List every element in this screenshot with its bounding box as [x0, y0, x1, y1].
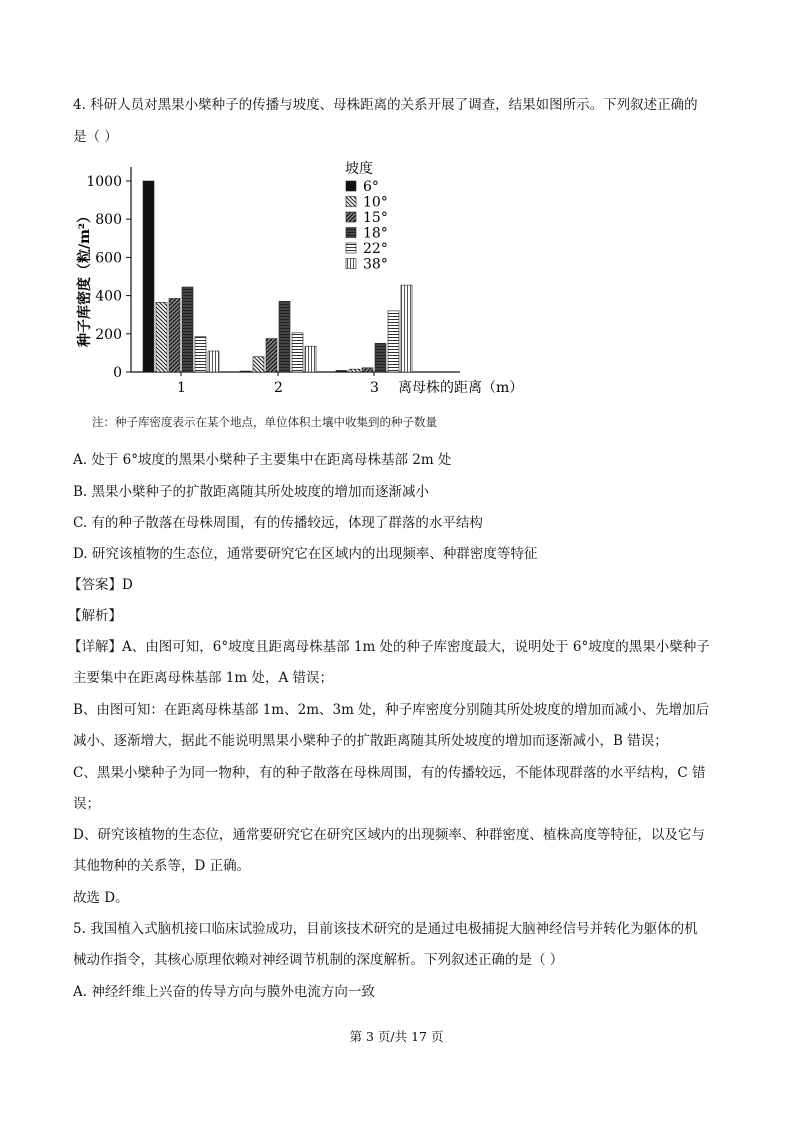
y-tick-label: 800	[95, 212, 122, 229]
legend-swatch	[346, 212, 356, 222]
option-b: B. 黑果小檗种子的扩散距离随其所处坡度的增加而逐渐减小	[73, 484, 430, 500]
bar	[362, 368, 373, 372]
legend-swatch	[346, 228, 356, 238]
option-d: D. 研究该植物的生态位，通常要研究它在区域内的出现频率、种群密度等特征	[73, 546, 538, 562]
bar	[388, 311, 399, 372]
y-tick-label: 1000	[86, 174, 122, 190]
bar	[195, 337, 206, 372]
legend-label: 10°	[363, 194, 388, 211]
analysis-tag: 【解析】	[68, 608, 122, 624]
analysis-line: 故选 D。	[73, 890, 129, 906]
analysis-line: 减小、逐渐增大，据此不能说明黑果小檗种子的扩散距离随其所处坡度的增加而逐渐减小，B 错误；	[73, 733, 668, 749]
bar	[279, 301, 290, 372]
y-axis-label: 种子库密度（粒/m²）	[77, 208, 93, 348]
x-tick-label: 1	[177, 380, 186, 396]
q5-option-a: A. 神经纤维上兴奋的传导方向与膜外电流方向一致	[73, 984, 375, 1000]
y-tick-label: 400	[95, 288, 122, 305]
analysis-line: C、黑果小檗种子为同一物种，有的种子散落在母株周围，有的传播较远，不能体现群落的水平结构，C 错	[73, 765, 706, 781]
legend-swatch	[346, 197, 356, 207]
legend-label: 38°	[363, 256, 388, 273]
seed-bank-chart	[70, 153, 540, 408]
bar	[253, 357, 264, 372]
bar	[336, 370, 347, 372]
analysis-line: 其他物种的关系等，D 正确。	[73, 858, 251, 874]
x-tick-label: 3	[370, 380, 379, 396]
analysis-line: 【详解】A、由图可知，6°坡度且距离母株基部 1m 处的种子库密度最大，说明处于 6°坡度的黑果小檗种子	[68, 639, 710, 655]
chart-note: 注：种子库密度表示在某个地点，单位体积土壤中收集到的种子数量	[92, 415, 437, 429]
bar	[305, 346, 316, 372]
bar	[375, 343, 386, 372]
bar	[156, 302, 167, 372]
q5-stem-line1: 5. 我国植入式脑机接口临床试验成功，目前该技术研究的是通过电极捕捉大脑神经信号并转化为躯体的机	[73, 921, 698, 937]
legend-label: 6°	[363, 179, 379, 195]
answer: 【答案】D	[68, 577, 133, 593]
page-footer: 第 3 页/共 17 页	[349, 1029, 444, 1044]
bar	[182, 287, 193, 372]
bar	[292, 333, 303, 372]
chart-legend	[345, 160, 388, 273]
legend-swatch	[346, 243, 356, 253]
option-a: A. 处于 6°坡度的黑果小檗种子主要集中在距离母株基部 2m 处	[73, 452, 452, 468]
analysis-line: 误；	[73, 796, 100, 812]
bar	[266, 339, 277, 372]
y-tick-label: 0	[113, 365, 122, 381]
bar	[401, 285, 412, 372]
legend-swatch	[346, 181, 356, 191]
legend-label: 15°	[363, 210, 388, 226]
q4-stem-line1: 4. 科研人员对黑果小檗种子的传播与坡度、母株距离的关系开展了调查，结果如图所示。下列叙述正确的	[73, 97, 698, 113]
bar	[240, 371, 251, 372]
bar	[349, 369, 360, 372]
y-tick-label: 600	[95, 250, 122, 267]
y-tick-label: 200	[95, 326, 122, 343]
analysis-line: B、由图可知：在距离母株基部 1m、2m、3m 处，种子库密度分别随其所处坡度的增加而减小、先增加后	[73, 702, 710, 718]
q4-stem-line2: 是（ ）	[73, 129, 118, 145]
option-c: C. 有的种子散落在母株周围，有的传播较远，体现了群落的水平结构	[73, 515, 483, 531]
legend-label: 22°	[363, 241, 388, 257]
analysis-line: 主要集中在距离母株基部 1m 处，A 错误；	[73, 670, 334, 686]
x-tick-label: 2	[274, 380, 283, 396]
bar	[169, 298, 180, 372]
legend-label: 18°	[363, 225, 388, 242]
x-axis-label: 离母株的距离（m）	[398, 380, 524, 396]
analysis-line: D、研究该植物的生态位，通常要研究它在研究区域内的出现频率、种群密度、植株高度等特征，以及它与	[73, 827, 705, 843]
legend-swatch	[346, 259, 356, 269]
bar	[143, 181, 154, 372]
bar	[208, 351, 219, 372]
q5-stem-line2: 械动作指令，其核心原理依赖对神经调节机制的深度解析。下列叙述正确的是（ ）	[73, 952, 564, 968]
legend-title: 坡度	[345, 161, 373, 177]
